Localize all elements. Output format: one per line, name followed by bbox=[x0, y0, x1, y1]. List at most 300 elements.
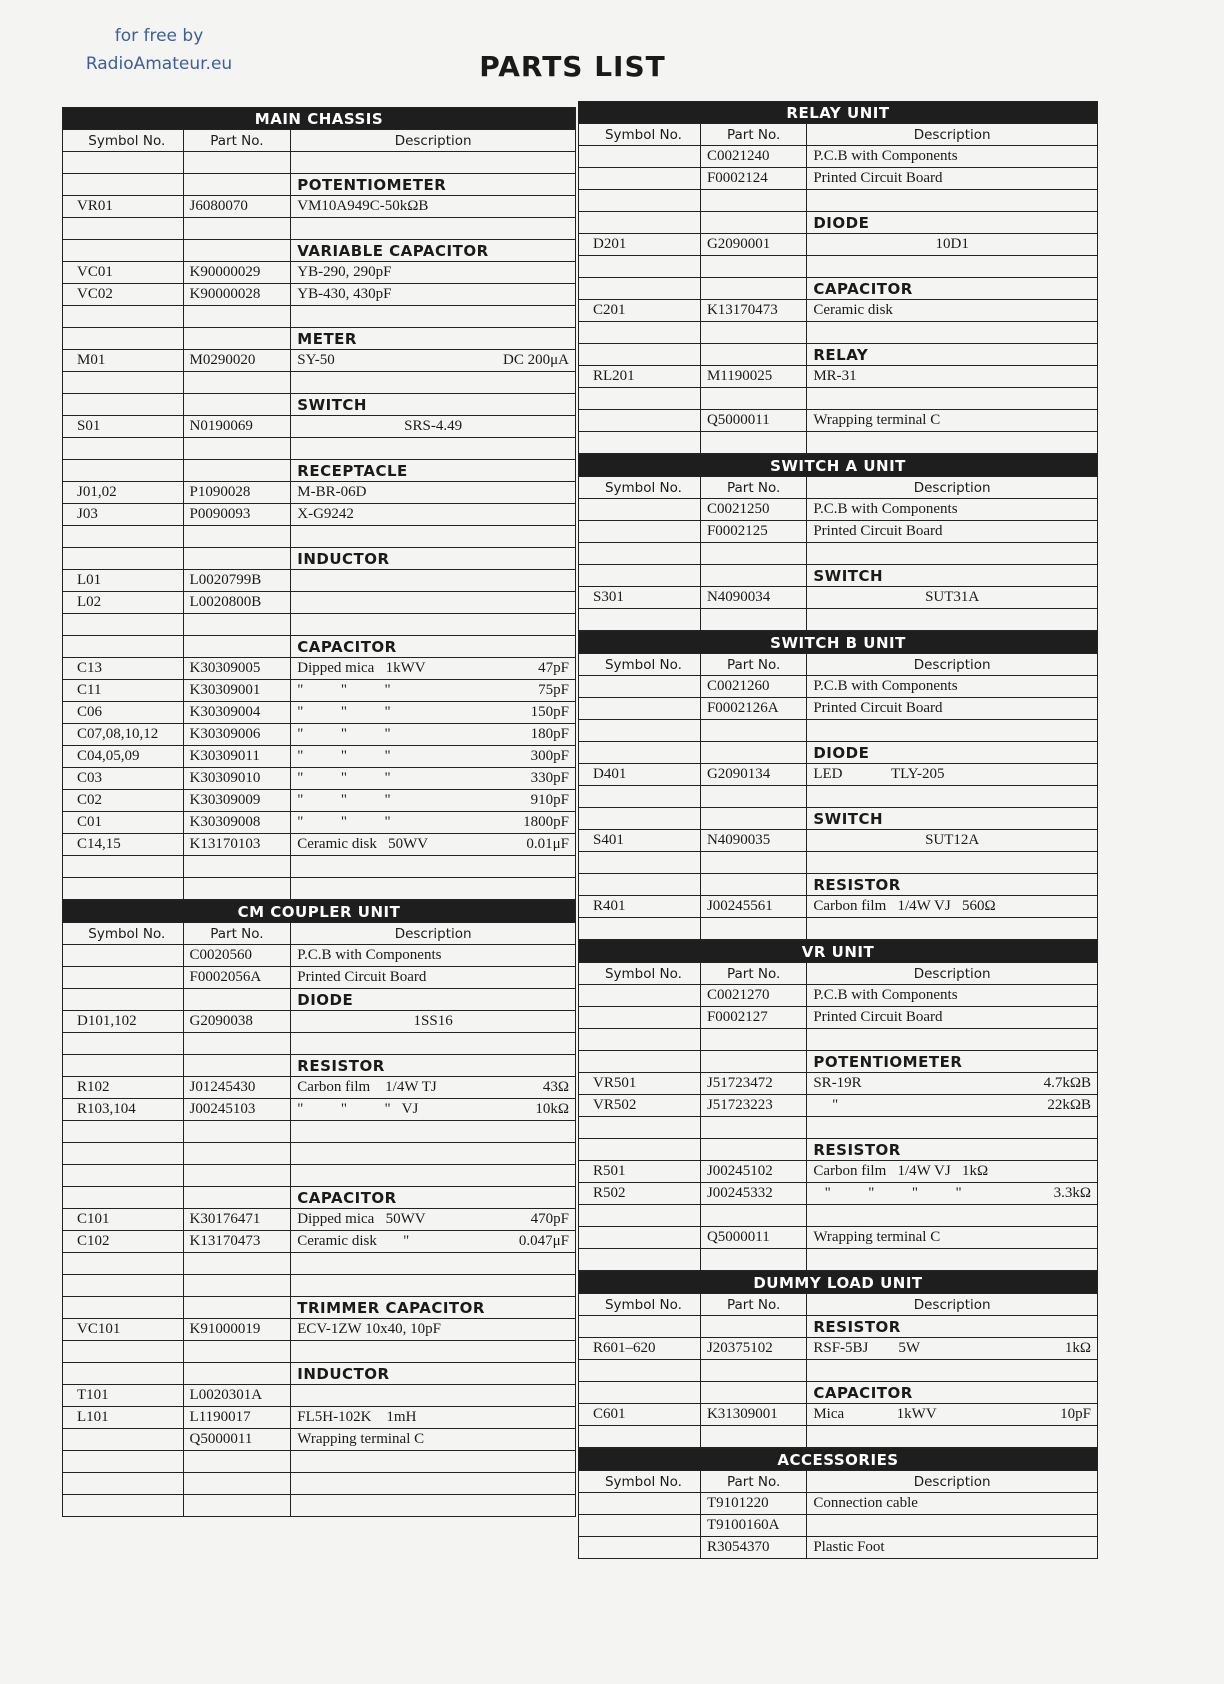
description-cell bbox=[291, 306, 576, 328]
symbol-cell bbox=[579, 698, 701, 720]
symbol-cell bbox=[63, 1143, 184, 1165]
part-number-cell: M0290020 bbox=[183, 350, 291, 372]
description-cell bbox=[807, 1073, 1098, 1095]
table-row bbox=[63, 1099, 576, 1121]
description-cell bbox=[291, 1033, 576, 1055]
table-row bbox=[63, 680, 576, 702]
part-number-cell: J00245103 bbox=[183, 1099, 291, 1121]
part-number-cell bbox=[183, 878, 291, 900]
description-cell bbox=[291, 812, 576, 834]
table-row bbox=[579, 1205, 1098, 1227]
description-cell bbox=[807, 698, 1098, 720]
value-text: 150pF bbox=[530, 704, 569, 720]
description-cell bbox=[291, 1407, 576, 1429]
part-number-cell bbox=[183, 1143, 291, 1165]
part-number-cell bbox=[183, 460, 291, 482]
table-row bbox=[63, 724, 576, 746]
table-row bbox=[63, 196, 576, 218]
part-number-cell bbox=[700, 1029, 806, 1051]
symbol-cell bbox=[63, 856, 184, 878]
category-label: SWITCH bbox=[813, 809, 884, 828]
part-number-cell bbox=[700, 720, 806, 742]
parts-table-switch-a-unit bbox=[578, 454, 1098, 631]
parts-table-accessories bbox=[578, 1448, 1098, 1559]
description-cell bbox=[291, 284, 576, 306]
part-number-cell: K91000019 bbox=[183, 1319, 291, 1341]
table-row bbox=[63, 614, 576, 636]
table-row bbox=[63, 1473, 576, 1495]
description-cell bbox=[291, 592, 576, 614]
symbol-cell bbox=[579, 786, 701, 808]
symbol-cell: D101,102 bbox=[63, 1011, 184, 1033]
symbol-cell: C06 bbox=[63, 702, 184, 724]
watermark-line2: RadioAmateur.eu bbox=[85, 54, 233, 74]
description-cell bbox=[291, 416, 576, 438]
symbol-cell: VC02 bbox=[63, 284, 184, 306]
symbol-cell: L01 bbox=[63, 570, 184, 592]
part-number-cell: J20375102 bbox=[700, 1338, 806, 1360]
section-title: RELAY UNIT bbox=[579, 102, 1098, 124]
description-cell bbox=[291, 504, 576, 526]
value-text: 1kΩ bbox=[1064, 1340, 1091, 1356]
section-title-row bbox=[63, 901, 576, 923]
description-cell bbox=[291, 1209, 576, 1231]
description-cell bbox=[807, 543, 1098, 565]
symbol-cell bbox=[579, 565, 701, 587]
description-cell bbox=[291, 1121, 576, 1143]
description-cell bbox=[291, 680, 576, 702]
part-number-cell bbox=[700, 432, 806, 454]
description-cell bbox=[807, 786, 1098, 808]
part-number-cell: K30309006 bbox=[183, 724, 291, 746]
table-row bbox=[579, 1515, 1098, 1537]
right-column bbox=[578, 101, 1098, 1559]
description-text: Wrapping terminal C bbox=[813, 1229, 941, 1245]
value-text: 4.7kΩB bbox=[1043, 1075, 1091, 1091]
part-number-cell: J00245332 bbox=[700, 1183, 806, 1205]
description-cell bbox=[291, 702, 576, 724]
table-row bbox=[579, 852, 1098, 874]
table-row bbox=[63, 1143, 576, 1165]
description-cell bbox=[807, 410, 1098, 432]
category-label: SWITCH bbox=[297, 395, 367, 414]
symbol-cell bbox=[579, 212, 701, 234]
symbol-cell bbox=[579, 521, 701, 543]
symbol-cell bbox=[579, 1205, 701, 1227]
header-symbol: Symbol No. bbox=[63, 923, 184, 945]
parts-table-vr-unit bbox=[578, 940, 1098, 1271]
table-row bbox=[63, 878, 576, 900]
table-row bbox=[579, 278, 1098, 300]
part-number-cell bbox=[183, 1495, 291, 1517]
symbol-cell: J03 bbox=[63, 504, 184, 526]
description-cell bbox=[291, 1077, 576, 1099]
description-text: 1SS16 bbox=[413, 1013, 453, 1029]
table-row bbox=[579, 565, 1098, 587]
description-cell bbox=[291, 570, 576, 592]
table-row bbox=[63, 1253, 576, 1275]
part-number-cell: Q5000011 bbox=[700, 410, 806, 432]
table-row bbox=[63, 1165, 576, 1187]
part-number-cell: G2090038 bbox=[183, 1011, 291, 1033]
table-row bbox=[579, 830, 1098, 852]
table-row bbox=[63, 945, 576, 967]
left-column bbox=[62, 107, 576, 1517]
symbol-cell bbox=[579, 1117, 701, 1139]
description-cell bbox=[291, 1143, 576, 1165]
table-row bbox=[63, 967, 576, 989]
table-row bbox=[579, 1051, 1098, 1073]
symbol-cell bbox=[63, 1275, 184, 1297]
symbol-cell bbox=[63, 1165, 184, 1187]
description-cell bbox=[291, 1099, 576, 1121]
symbol-cell bbox=[63, 1363, 184, 1385]
description-text: ECV-1ZW 10x40, 10pF bbox=[297, 1321, 442, 1337]
part-number-cell: K30309010 bbox=[183, 768, 291, 790]
symbol-cell bbox=[579, 808, 701, 830]
symbol-cell bbox=[579, 1316, 701, 1338]
description-cell bbox=[807, 1227, 1098, 1249]
part-number-cell bbox=[183, 1121, 291, 1143]
value-text: 180pF bbox=[530, 726, 569, 742]
symbol-cell bbox=[579, 742, 701, 764]
symbol-cell bbox=[63, 526, 184, 548]
header-description: Description bbox=[291, 923, 576, 945]
description-cell bbox=[807, 1537, 1098, 1559]
description-cell bbox=[291, 438, 576, 460]
table-row bbox=[63, 526, 576, 548]
category-cell bbox=[291, 460, 576, 482]
category-cell bbox=[807, 565, 1098, 587]
symbol-cell bbox=[63, 372, 184, 394]
description-text: YB-290, 290pF bbox=[297, 264, 392, 280]
symbol-cell: R102 bbox=[63, 1077, 184, 1099]
description-cell bbox=[291, 482, 576, 504]
category-label: RELAY bbox=[813, 345, 869, 364]
table-row bbox=[63, 482, 576, 504]
table-row bbox=[579, 698, 1098, 720]
part-number-cell bbox=[183, 438, 291, 460]
category-cell bbox=[291, 1055, 576, 1077]
symbol-cell: R502 bbox=[579, 1183, 701, 1205]
value-text: 0.047μF bbox=[518, 1233, 569, 1249]
part-number-cell: C0021270 bbox=[700, 985, 806, 1007]
value-text: 22kΩB bbox=[1047, 1097, 1091, 1113]
part-number-cell bbox=[183, 548, 291, 570]
header-part: Part No. bbox=[700, 477, 806, 499]
category-label: RESISTOR bbox=[813, 1140, 901, 1159]
symbol-cell: VR502 bbox=[579, 1095, 701, 1117]
symbol-cell: D401 bbox=[579, 764, 701, 786]
value-text: 470pF bbox=[530, 1211, 569, 1227]
symbol-cell bbox=[579, 432, 701, 454]
table-row bbox=[63, 1407, 576, 1429]
description-cell bbox=[291, 834, 576, 856]
symbol-cell bbox=[579, 388, 701, 410]
description-cell bbox=[291, 945, 576, 967]
category-label: INDUCTOR bbox=[297, 1364, 390, 1383]
symbol-cell bbox=[579, 190, 701, 212]
part-number-cell: R3054370 bbox=[700, 1537, 806, 1559]
table-row bbox=[63, 548, 576, 570]
part-number-cell bbox=[183, 1055, 291, 1077]
symbol-cell: C601 bbox=[579, 1404, 701, 1426]
description-text: Wrapping terminal C bbox=[297, 1431, 425, 1447]
part-number-cell: J51723223 bbox=[700, 1095, 806, 1117]
symbol-cell: RL201 bbox=[579, 366, 701, 388]
symbol-cell: R501 bbox=[579, 1161, 701, 1183]
table-row bbox=[63, 702, 576, 724]
part-number-cell bbox=[700, 1382, 806, 1404]
part-number-cell bbox=[700, 1205, 806, 1227]
description-text: Dipped mica 50WV bbox=[297, 1211, 426, 1227]
symbol-cell: C201 bbox=[579, 300, 701, 322]
part-number-cell bbox=[700, 1316, 806, 1338]
symbol-cell bbox=[63, 1473, 184, 1495]
description-text: Mica 1kWV bbox=[813, 1406, 937, 1422]
parts-table-switch-b-unit bbox=[578, 631, 1098, 940]
value-text: 330pF bbox=[530, 770, 569, 786]
description-cell bbox=[291, 967, 576, 989]
symbol-cell bbox=[579, 1382, 701, 1404]
header-row bbox=[579, 963, 1098, 985]
category-cell bbox=[291, 394, 576, 416]
table-row bbox=[63, 856, 576, 878]
symbol-cell bbox=[579, 278, 701, 300]
value-text: 3.3kΩ bbox=[1053, 1185, 1091, 1201]
table-row bbox=[63, 1319, 576, 1341]
description-text: VM10A949C-50kΩB bbox=[297, 198, 429, 214]
description-text: Printed Circuit Board bbox=[813, 1009, 943, 1025]
table-row bbox=[63, 812, 576, 834]
part-number-cell: K13170473 bbox=[183, 1231, 291, 1253]
category-label: CAPACITOR bbox=[813, 279, 913, 298]
part-number-cell: J00245102 bbox=[700, 1161, 806, 1183]
part-number-cell bbox=[700, 278, 806, 300]
symbol-cell bbox=[579, 874, 701, 896]
table-row bbox=[63, 152, 576, 174]
header-symbol: Symbol No. bbox=[579, 963, 701, 985]
description-cell bbox=[807, 499, 1098, 521]
table-row bbox=[579, 256, 1098, 278]
section-title-row bbox=[579, 1449, 1098, 1471]
table-row bbox=[63, 284, 576, 306]
description-text: " " " " bbox=[813, 1185, 962, 1201]
symbol-cell bbox=[579, 322, 701, 344]
symbol-cell: VR01 bbox=[63, 196, 184, 218]
category-label: POTENTIOMETER bbox=[297, 175, 447, 194]
description-text: Ceramic disk 50WV bbox=[297, 836, 429, 852]
description-cell bbox=[291, 790, 576, 812]
description-text: " " " bbox=[297, 748, 391, 764]
watermark-line1: for free by bbox=[114, 26, 204, 46]
description-cell bbox=[291, 196, 576, 218]
value-text: 75pF bbox=[538, 682, 569, 698]
description-text: Dipped mica 1kWV bbox=[297, 660, 426, 676]
part-number-cell: J00245561 bbox=[700, 896, 806, 918]
category-label: RECEPTACLE bbox=[297, 461, 408, 480]
symbol-cell: C04,05,09 bbox=[63, 746, 184, 768]
header-part: Part No. bbox=[700, 1294, 806, 1316]
category-cell bbox=[291, 548, 576, 570]
table-row bbox=[579, 808, 1098, 830]
table-row bbox=[63, 1077, 576, 1099]
category-cell bbox=[291, 1187, 576, 1209]
part-number-cell bbox=[700, 322, 806, 344]
header-row bbox=[579, 654, 1098, 676]
table-row bbox=[579, 720, 1098, 742]
category-label: RESISTOR bbox=[297, 1056, 385, 1075]
table-row bbox=[579, 1161, 1098, 1183]
table-row bbox=[579, 676, 1098, 698]
header-symbol: Symbol No. bbox=[579, 124, 701, 146]
part-number-cell: M1190025 bbox=[700, 366, 806, 388]
part-number-cell: L0020301A bbox=[183, 1385, 291, 1407]
table-row bbox=[63, 1011, 576, 1033]
symbol-cell bbox=[63, 306, 184, 328]
description-cell bbox=[807, 146, 1098, 168]
table-row bbox=[63, 1341, 576, 1363]
table-row bbox=[579, 543, 1098, 565]
symbol-cell bbox=[63, 945, 184, 967]
symbol-cell: S301 bbox=[579, 587, 701, 609]
description-cell bbox=[807, 1183, 1098, 1205]
table-row bbox=[63, 262, 576, 284]
description-text: " " " bbox=[297, 814, 391, 830]
description-text: SRS-4.49 bbox=[404, 418, 463, 434]
symbol-cell bbox=[579, 1051, 701, 1073]
table-row bbox=[63, 1187, 576, 1209]
part-number-cell bbox=[700, 786, 806, 808]
table-row bbox=[63, 394, 576, 416]
header-description: Description bbox=[807, 963, 1098, 985]
table-row bbox=[579, 1360, 1098, 1382]
symbol-cell bbox=[63, 548, 184, 570]
table-row bbox=[63, 1385, 576, 1407]
part-number-cell bbox=[700, 212, 806, 234]
description-cell bbox=[807, 720, 1098, 742]
part-number-cell: F0002124 bbox=[700, 168, 806, 190]
table-row bbox=[63, 416, 576, 438]
description-cell bbox=[807, 1205, 1098, 1227]
symbol-cell bbox=[63, 328, 184, 350]
category-cell bbox=[291, 328, 576, 350]
category-cell bbox=[291, 240, 576, 262]
category-cell bbox=[807, 874, 1098, 896]
part-number-cell bbox=[700, 874, 806, 896]
symbol-cell bbox=[63, 1495, 184, 1517]
symbol-cell bbox=[579, 1360, 701, 1382]
value-text: 10pF bbox=[1060, 1406, 1091, 1422]
part-number-cell bbox=[700, 565, 806, 587]
table-row bbox=[63, 1429, 576, 1451]
category-label: CAPACITOR bbox=[813, 1383, 913, 1402]
description-cell bbox=[291, 1275, 576, 1297]
symbol-cell bbox=[63, 218, 184, 240]
part-number-cell: K13170103 bbox=[183, 834, 291, 856]
table-row bbox=[579, 1382, 1098, 1404]
table-row bbox=[579, 985, 1098, 1007]
part-number-cell bbox=[700, 256, 806, 278]
description-text: " bbox=[813, 1097, 839, 1113]
part-number-cell bbox=[183, 526, 291, 548]
description-cell bbox=[807, 1161, 1098, 1183]
category-label: INDUCTOR bbox=[297, 549, 390, 568]
category-cell bbox=[807, 1382, 1098, 1404]
part-number-cell: K30309005 bbox=[183, 658, 291, 680]
section-title: ACCESSORIES bbox=[579, 1449, 1098, 1471]
part-number-cell: T9100160A bbox=[700, 1515, 806, 1537]
part-number-cell: F0002125 bbox=[700, 521, 806, 543]
description-cell bbox=[807, 388, 1098, 410]
table-row bbox=[63, 790, 576, 812]
table-row bbox=[579, 1073, 1098, 1095]
category-cell bbox=[291, 1363, 576, 1385]
header-symbol: Symbol No. bbox=[579, 477, 701, 499]
description-text: P.C.B with Components bbox=[813, 148, 958, 164]
description-cell bbox=[807, 830, 1098, 852]
table-row bbox=[579, 499, 1098, 521]
table-row bbox=[579, 322, 1098, 344]
header-row bbox=[63, 923, 576, 945]
symbol-cell: L02 bbox=[63, 592, 184, 614]
section-title-row bbox=[579, 1272, 1098, 1294]
description-cell bbox=[807, 609, 1098, 631]
symbol-cell bbox=[579, 344, 701, 366]
description-cell bbox=[807, 852, 1098, 874]
description-cell bbox=[291, 1231, 576, 1253]
section-title-row bbox=[579, 455, 1098, 477]
category-cell bbox=[807, 1139, 1098, 1161]
table-row bbox=[579, 786, 1098, 808]
table-row bbox=[579, 234, 1098, 256]
symbol-cell: R401 bbox=[579, 896, 701, 918]
part-number-cell: K13170473 bbox=[700, 300, 806, 322]
part-number-cell: P1090028 bbox=[183, 482, 291, 504]
symbol-cell: S401 bbox=[579, 830, 701, 852]
table-row bbox=[63, 218, 576, 240]
value-text: DC 200μA bbox=[503, 352, 569, 368]
header-row bbox=[579, 124, 1098, 146]
symbol-cell bbox=[63, 240, 184, 262]
symbol-cell: R601–620 bbox=[579, 1338, 701, 1360]
symbol-cell bbox=[63, 636, 184, 658]
part-number-cell: L1190017 bbox=[183, 1407, 291, 1429]
category-cell bbox=[291, 989, 576, 1011]
value-text: 43Ω bbox=[542, 1079, 569, 1095]
table-row bbox=[63, 834, 576, 856]
description-text: " " " bbox=[297, 726, 391, 742]
description-cell bbox=[807, 1426, 1098, 1448]
part-number-cell: Q5000011 bbox=[183, 1429, 291, 1451]
part-number-cell: C0021240 bbox=[700, 146, 806, 168]
description-cell bbox=[291, 1429, 576, 1451]
description-cell bbox=[291, 658, 576, 680]
description-text: " " " VJ bbox=[297, 1101, 419, 1117]
part-number-cell bbox=[700, 388, 806, 410]
description-cell bbox=[291, 1319, 576, 1341]
description-cell bbox=[807, 1007, 1098, 1029]
part-number-cell: L0020800B bbox=[183, 592, 291, 614]
table-row bbox=[63, 1121, 576, 1143]
table-row bbox=[63, 1363, 576, 1385]
part-number-cell bbox=[700, 1426, 806, 1448]
parts-table-dummy-load-unit bbox=[578, 1271, 1098, 1448]
header-part: Part No. bbox=[700, 124, 806, 146]
table-row bbox=[579, 1227, 1098, 1249]
part-number-cell bbox=[700, 344, 806, 366]
description-text: P.C.B with Components bbox=[813, 987, 958, 1003]
